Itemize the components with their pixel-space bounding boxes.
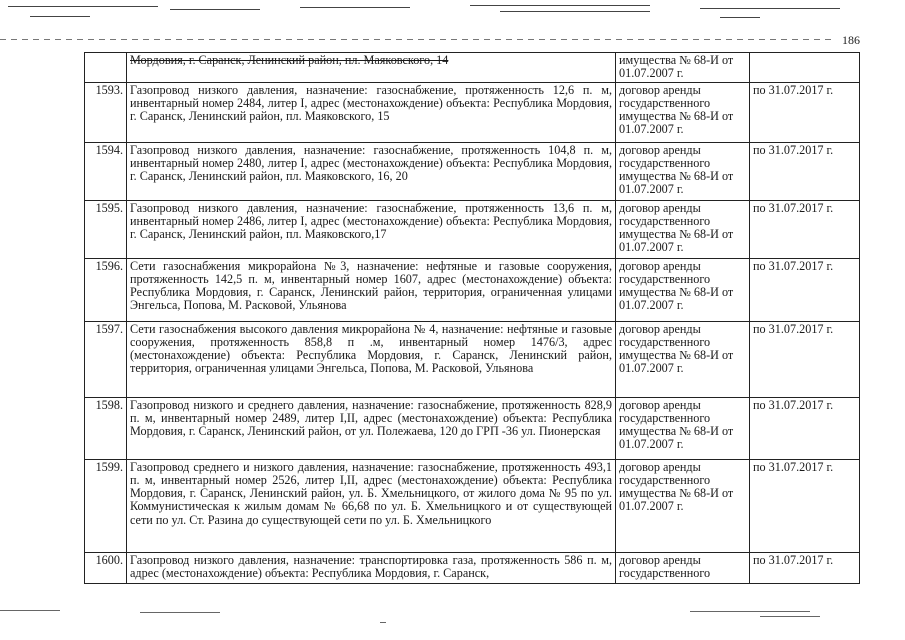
page-number: 186 <box>842 33 860 47</box>
table-row <box>85 321 860 397</box>
scan-noise-top <box>0 0 905 22</box>
lease-term: по 31.07.2017 г. <box>750 82 860 142</box>
row-number: 1597. <box>85 321 127 397</box>
lease-term: по 31.07.2017 г. <box>750 397 860 459</box>
lease-term: по 31.07.2017 г. <box>750 459 860 552</box>
table-row <box>85 552 860 583</box>
lease-term <box>750 53 860 83</box>
object-description: Сети газоснабжения микрорайона №3, назначение: нефтяные и газовые сооружения, протяженность 142,5 п. м, инвентарный номер 1607, адрес (местонахождение) объекта: Республика Мордовия, г. Саранск, Ленинский район, территория, ограниченная улицами Энгельса, Попова, М. Расковой, Ульянова <box>127 258 616 321</box>
object-description: Газопровод низкого давления, назначение: газоснабжение, протяженность 12,6 п. м, инвентарный номер 2484, литер I, адрес (местонахождение) объекта: Республика Мордовия, г. Саранск, Ленинский район, пл. Маяковского, 15 <box>127 82 616 142</box>
object-description: Газопровод низкого давления, назначение: газоснабжение, протяженность 13,6 п. м, инвентарный номер 2486, литер I, адрес (местонахождение) объекта: Республика Мордовия, г. Саранск, Ленинский район, пл. Маяковского,17 <box>127 200 616 258</box>
row-number <box>85 53 127 83</box>
scan-noise-bottom <box>0 608 905 640</box>
table-row <box>85 82 860 142</box>
object-description: Газопровод среднего и низкого давления, назначение: газоснабжение, протяженность 493,1 п. м, инвентарный номер 2526, литер I,II, адрес (местонахождение) объекта: Республика Мордовия, г. Саранск, Ленинский район, ул. Б. Хмельницкого, от жилого дома № 95 по ул. Коммунистическая к жилым домам № 66,68 по ул. Б. Хмельницкого и от существующей сети по ул. Ст. Разина до существующей сети по ул. Б. Хмельницкого <box>127 459 616 552</box>
lease-basis: договор аренды государственного имущества № 68-И от 01.07.2007 г. <box>616 142 750 200</box>
lease-term: по 31.07.2017 г. <box>750 321 860 397</box>
table-row <box>85 53 860 83</box>
table-row <box>85 200 860 258</box>
row-number: 1598. <box>85 397 127 459</box>
row-number: 1600. <box>85 552 127 583</box>
object-description: Мордовия, г. Саранск, Ленинский район, пл. Маяковского, 14 <box>127 53 616 83</box>
row-number: 1593. <box>85 82 127 142</box>
row-number: 1595. <box>85 200 127 258</box>
table-row <box>85 258 860 321</box>
lease-term: по 31.07.2017 г. <box>750 200 860 258</box>
lease-basis: договор аренды государственного имущества № 68-И от 01.07.2007 г. <box>616 200 750 258</box>
lease-term: по 31.07.2017 г. <box>750 258 860 321</box>
lease-basis: договор аренды государственного <box>616 552 750 583</box>
lease-basis: договор аренды государственного имущества № 68-И от 01.07.2007 г. <box>616 459 750 552</box>
object-description: Сети газоснабжения высокого давления микрорайона № 4, назначение: нефтяные и газовые сооружения, протяженность 858,8 п .м, инвентарный номер 1476/3, адрес (местонахождение) объекта: Республика Мордовия, г. Саранск, Ленинский район, территория, ограниченная улицами Энгельса, Попова, М. Расковой, Ульянова <box>127 321 616 397</box>
table-row <box>85 397 860 459</box>
row-number: 1599. <box>85 459 127 552</box>
lease-basis: договор аренды государственного имущества № 68-И от 01.07.2007 г. <box>616 258 750 321</box>
object-description: Газопровод низкого давления, назначение: транспортировка газа, протяженность 586 п. м, адрес (местонахождение) объекта: Республика Мордовия, г. Саранск, <box>127 552 616 583</box>
lease-basis: имущества № 68-И от 01.07.2007 г. <box>616 53 750 83</box>
row-number: 1596. <box>85 258 127 321</box>
table-row <box>85 142 860 200</box>
lease-basis: договор аренды государственного имущества № 68-И от 01.07.2007 г. <box>616 397 750 459</box>
object-description: Газопровод низкого давления, назначение: газоснабжение, протяженность 104,8 п. м, инвентарный номер 2480, литер I, адрес (местонахождение) объекта: Республика Мордовия, г. Саранск, Ленинский район, пл. Маяковского, 16, 20 <box>127 142 616 200</box>
scan-dashed-line <box>0 39 835 40</box>
row-number: 1594. <box>85 142 127 200</box>
lease-basis: договор аренды государственного имущества № 68-И от 01.07.2007 г. <box>616 321 750 397</box>
property-registry-table <box>84 52 860 584</box>
lease-term: по 31.07.2017 г. <box>750 552 860 583</box>
lease-basis: договор аренды государственного имущества № 68-И от 01.07.2007 г. <box>616 82 750 142</box>
table-row <box>85 459 860 552</box>
object-description: Газопровод низкого и среднего давления, назначение: газоснабжение, протяженность 828,9 п. м, инвентарный номер 2489, литер I,II, адрес (местонахождение) объекта: Республика Мордовия, г. Саранск, Ленинский район, от ул. Полежаева, 120 до ГРП -36 ул. Пионерская <box>127 397 616 459</box>
lease-term: по 31.07.2017 г. <box>750 142 860 200</box>
